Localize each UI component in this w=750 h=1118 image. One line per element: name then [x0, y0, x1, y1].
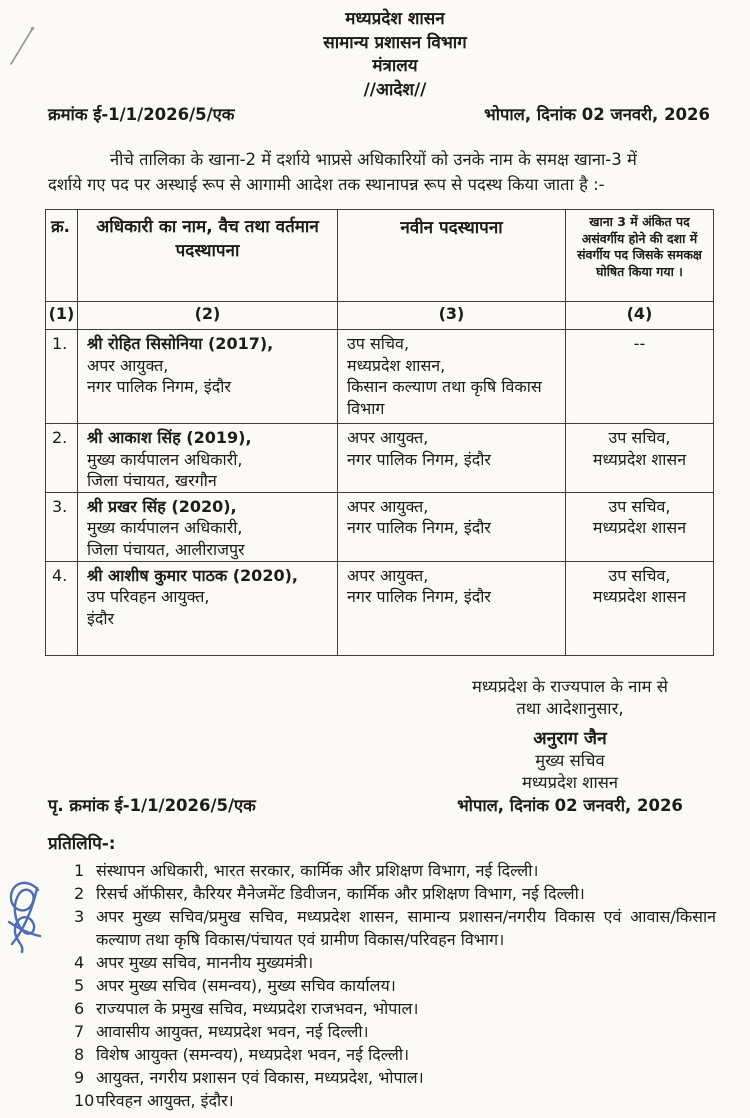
on-behalf-line-2: तथा आदेशानुसार,: [516, 699, 624, 718]
row-officer: श्री प्रखर सिंह (2020), मुख्य कार्यपालन अधिकारी, जिला पंचायत, आलीराजपुर: [78, 492, 338, 561]
table-row: [46, 561, 714, 655]
list-item: [48, 1066, 716, 1089]
row-new-posting: अपर आयुक्त, नगर पालिक निगम, इंदौर: [338, 424, 566, 493]
row-sno: 2.: [46, 424, 78, 493]
item-text: अपर मुख्य सचिव (समन्वय), मुख्य सचिव कार्यालय।: [96, 976, 396, 995]
col-number-4: (4): [566, 302, 714, 330]
intro-paragraph: [48, 147, 712, 197]
row-equivalent: उप सचिव, मध्यप्रदेश शासन: [566, 492, 714, 561]
copy-to-list: [48, 859, 716, 1112]
list-item: [48, 859, 716, 882]
table-row: [46, 330, 714, 424]
row-equivalent: उप सचिव, मध्यप्रदेश शासन: [566, 561, 714, 655]
column-number-row: [46, 302, 714, 330]
row-officer: श्री आकाश सिंह (2019), मुख्य कार्यपालन अधिकारी, जिला पंचायत, खरगौन: [78, 424, 338, 493]
col-number-2: (2): [78, 302, 338, 330]
item-number: 4: [74, 953, 85, 972]
list-item: [48, 882, 716, 905]
list-item: [48, 1020, 716, 1043]
endorsement-ref-number: पृ. क्रमांक ई-1/1/2026/5/एक: [48, 796, 256, 815]
col-number-1: (1): [46, 302, 78, 330]
pen-stroke-icon: [4, 18, 44, 73]
item-text: संस्थापन अधिकारी, भारत सरकार, कार्मिक और प्रशिक्षण विभाग, नई दिल्ली।: [96, 861, 539, 880]
list-item: [48, 951, 716, 974]
signatory-designation: मुख्य सचिव: [535, 751, 605, 770]
row-officer: श्री रोहित सिसोनिया (2017), अपर आयुक्त, नगर पालिक निगम, इंदौर: [78, 330, 338, 424]
intro-line-1: नीचे तालिका के खाना-2 में दर्शाये भाप्रसे अधिकारियों को उनके नाम के समक्ष खाना-3 में: [110, 150, 637, 169]
order-place-date: भोपाल, दिनांक 02 जनवरी, 2026: [484, 105, 710, 124]
reference-row: [48, 102, 710, 125]
copy-to-section: [48, 831, 716, 1112]
on-behalf-line-1: मध्यप्रदेश के राज्यपाल के नाम से: [472, 677, 668, 696]
table-row: [46, 424, 714, 493]
copy-to-heading: प्रतिलिपि-:: [48, 834, 116, 854]
item-number: 10: [74, 1091, 95, 1110]
col-header-sno: क्र.: [46, 210, 78, 302]
item-text: आवासीय आयुक्त, मध्यप्रदेश भवन, नई दिल्ली।: [96, 1022, 369, 1041]
row-officer: श्री आशीष कुमार पाठक (2020), उप परिवहन आयुक्त, इंदौर: [78, 561, 338, 655]
item-number: 2: [74, 884, 85, 903]
item-number: 5: [74, 976, 85, 995]
item-text: अपर मुख्य सचिव/प्रमुख सचिव, मध्यप्रदेश शासन, सामान्य प्रशासन/नगरीय विकास एवं आवास/किसान कल्याण तथा कृषि विकास/पंचायत एवं ग्रामीण विकास/परिवहन विभाग।: [96, 907, 716, 949]
signature-scribble-icon: [2, 874, 50, 974]
row-new-posting: अपर आयुक्त, नगर पालिक निगम, इंदौर: [338, 561, 566, 655]
row-sno: 4.: [46, 561, 78, 655]
col-header-equivalent: खाना 3 में अंकित पद असंवर्गीय होने की दशा में संवर्गीय पद जिसके समकक्ष घोषित किया गया ।: [566, 210, 714, 302]
item-number: 1: [74, 861, 85, 880]
item-text: आयुक्त, नगरीय प्रशासन एवं विकास, मध्यप्रदेश, भोपाल।: [96, 1068, 424, 1087]
item-text: विशेष आयुक्त (समन्वय), मध्यप्रदेश भवन, नई दिल्ली।: [96, 1045, 410, 1064]
item-number: 8: [74, 1045, 85, 1064]
col-header-officer: अधिकारी का नाम, वैच तथा वर्तमान पदस्थापना: [78, 210, 338, 302]
signature-block: [415, 676, 725, 817]
row-new-posting: अपर आयुक्त, नगर पालिक निगम, इंदौर: [338, 492, 566, 561]
signatory-org: मध्यप्रदेश शासन: [521, 773, 619, 792]
item-number: 7: [74, 1022, 85, 1041]
order-ref-number: क्रमांक ई-1/1/2026/5/एक: [48, 105, 235, 124]
intro-line-2: दर्शाये गए पद पर अस्थाई रूप से आगामी आदेश तक स्थानापन्न रूप से पदस्थ किया जाता है :-: [48, 175, 605, 194]
list-item: [48, 1089, 716, 1112]
row-equivalent: --: [566, 330, 714, 424]
list-item: [48, 1043, 716, 1066]
item-text: अपर मुख्य सचिव, माननीय मुख्यमंत्री।: [96, 953, 314, 972]
table-row: [46, 492, 714, 561]
col-number-3: (3): [338, 302, 566, 330]
row-new-posting: उप सचिव, मध्यप्रदेश शासन, किसान कल्याण तथा कृषि विकास विभाग: [338, 330, 566, 424]
item-number: 3: [74, 907, 85, 926]
list-item: [48, 905, 716, 951]
col-header-new-posting: नवीन पदस्थापना: [338, 210, 566, 302]
signature-place-date: भोपाल, दिनांक 02 जनवरी, 2026: [457, 796, 683, 815]
row-equivalent: उप सचिव, मध्यप्रदेश शासन: [566, 424, 714, 493]
item-text: रिसर्च ऑफीसर, कैरियर मैनेजमेंट डिवीजन, कार्मिक और प्रशिक्षण विभाग, नई दिल्ली।: [96, 884, 585, 903]
letterhead: मध्यप्रदेश शासन सामान्य प्रशासन विभाग मंत्रालय //आदेश//: [323, 9, 467, 100]
item-text: परिवहन आयुक्त, इंदौर।: [96, 1091, 234, 1110]
item-number: 9: [74, 1068, 85, 1087]
signatory-name: अनुराग जैन: [533, 729, 607, 749]
posting-table: [45, 209, 714, 656]
table-header-row: [46, 210, 714, 302]
item-number: 6: [74, 999, 85, 1018]
row-sno: 1.: [46, 330, 78, 424]
list-item: [48, 997, 716, 1020]
item-text: राज्यपाल के प्रमुख सचिव, मध्यप्रदेश राजभवन, भोपाल।: [96, 999, 419, 1018]
list-item: [48, 974, 716, 997]
row-sno: 3.: [46, 492, 78, 561]
